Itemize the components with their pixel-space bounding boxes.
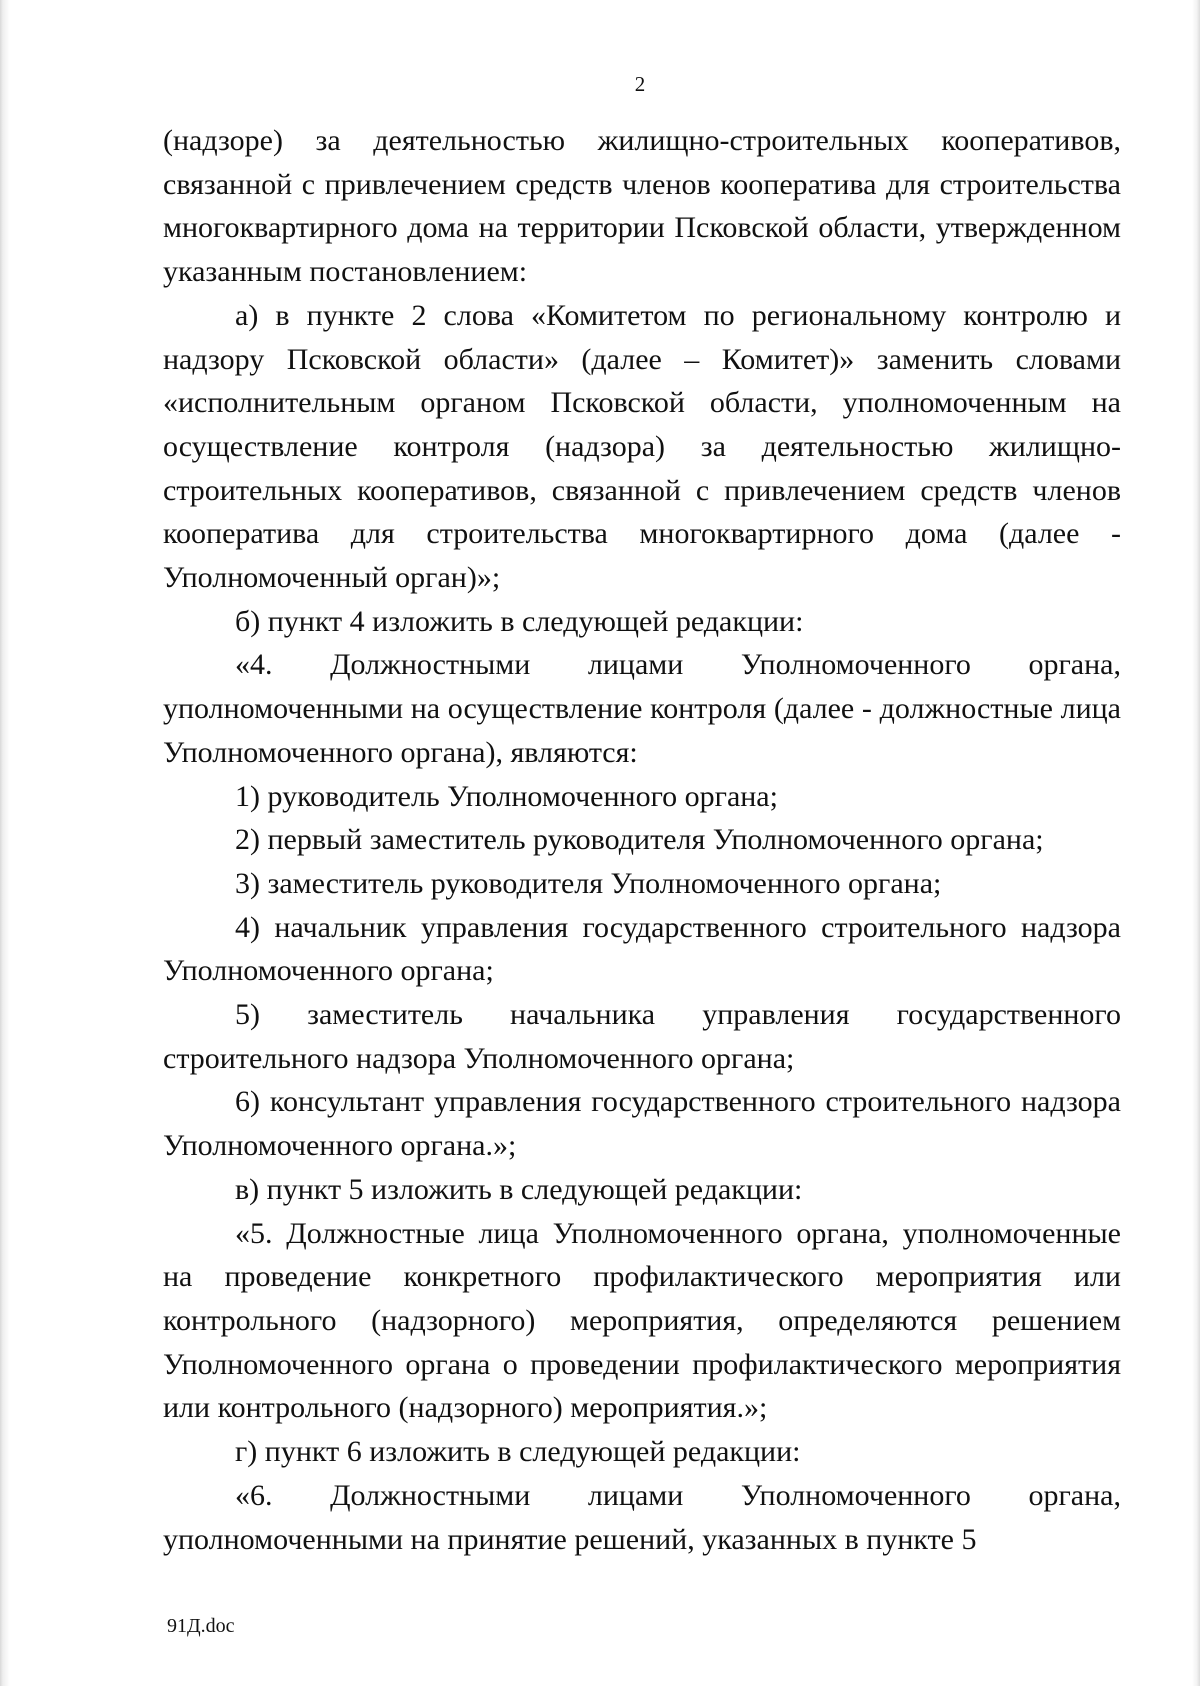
paragraph-item-b: б) пункт 4 изложить в следующей редакции: — [235, 604, 804, 638]
document-body — [163, 119, 1121, 1561]
paragraph-list-5: 5) заместитель начальника управления государственного строительного надзора Уполномоченного органа; — [163, 998, 1121, 1075]
scan-edge-left — [0, 0, 10, 1686]
scan-edge-right — [1192, 0, 1200, 1686]
paragraph-item-g: г) пункт 6 изложить в следующей редакции: — [235, 1435, 801, 1469]
paragraph-clause-4: «4. Должностными лицами Уполномоченного органа, уполномоченными на осуществление контроля (далее - должностные лица Уполномоченного органа), являются: — [163, 648, 1121, 769]
paragraph-item-v: в) пункт 5 изложить в следующей редакции: — [235, 1172, 803, 1206]
paragraph-list-1: 1) руководитель Уполномоченного органа; — [235, 779, 778, 813]
paragraph-clause-5: «5. Должностные лица Уполномоченного органа, уполномоченные на проведение конкретного профилактического мероприятия или контрольного (надзорного) мероприятия, определяются решением Уполномоченного органа о проведении профилактического мероприятия или контрольного (надзорного) мероприятия.»; — [163, 1216, 1121, 1425]
footer-filename: 91Д.doc — [167, 1615, 235, 1637]
paragraph-list-3: 3) заместитель руководителя Уполномоченного органа; — [235, 866, 942, 900]
paragraph-list-2: 2) первый заместитель руководителя Уполномоченного органа; — [235, 823, 1044, 857]
paragraph-item-a: а) в пункте 2 слова «Комитетом по региональному контролю и надзору Псковской области» (далее – Комитет)» заменить словами «исполнительным органом Псковской области, уполномоченным на осуществление контроля (надзора) за деятельностью жилищно-строительных кооперативов, связанной с привлечением средств членов кооператива для строительства многоквартирного дома (далее - Уполномоченный орган)»; — [163, 298, 1121, 595]
paragraph-list-6: 6) консультант управления государственного строительного надзора Уполномоченного органа.»; — [163, 1085, 1121, 1163]
paragraph-list-4: 4) начальник управления государственного строительного надзора Уполномоченного органа; — [163, 910, 1121, 988]
paragraph-continuation: (надзоре) за деятельностью жилищно-строительных кооперативов, связанной с привлечением средств членов кооператива для строительства многоквартирного дома на территории Псковской области, утвержденном указанным постановлением: — [163, 124, 1121, 289]
page-number: 2 — [634, 72, 646, 96]
paragraph-clause-6: «6. Должностными лицами Уполномоченного органа, уполномоченными на принятие решений, указанных в пункте 5 — [163, 1478, 1121, 1556]
